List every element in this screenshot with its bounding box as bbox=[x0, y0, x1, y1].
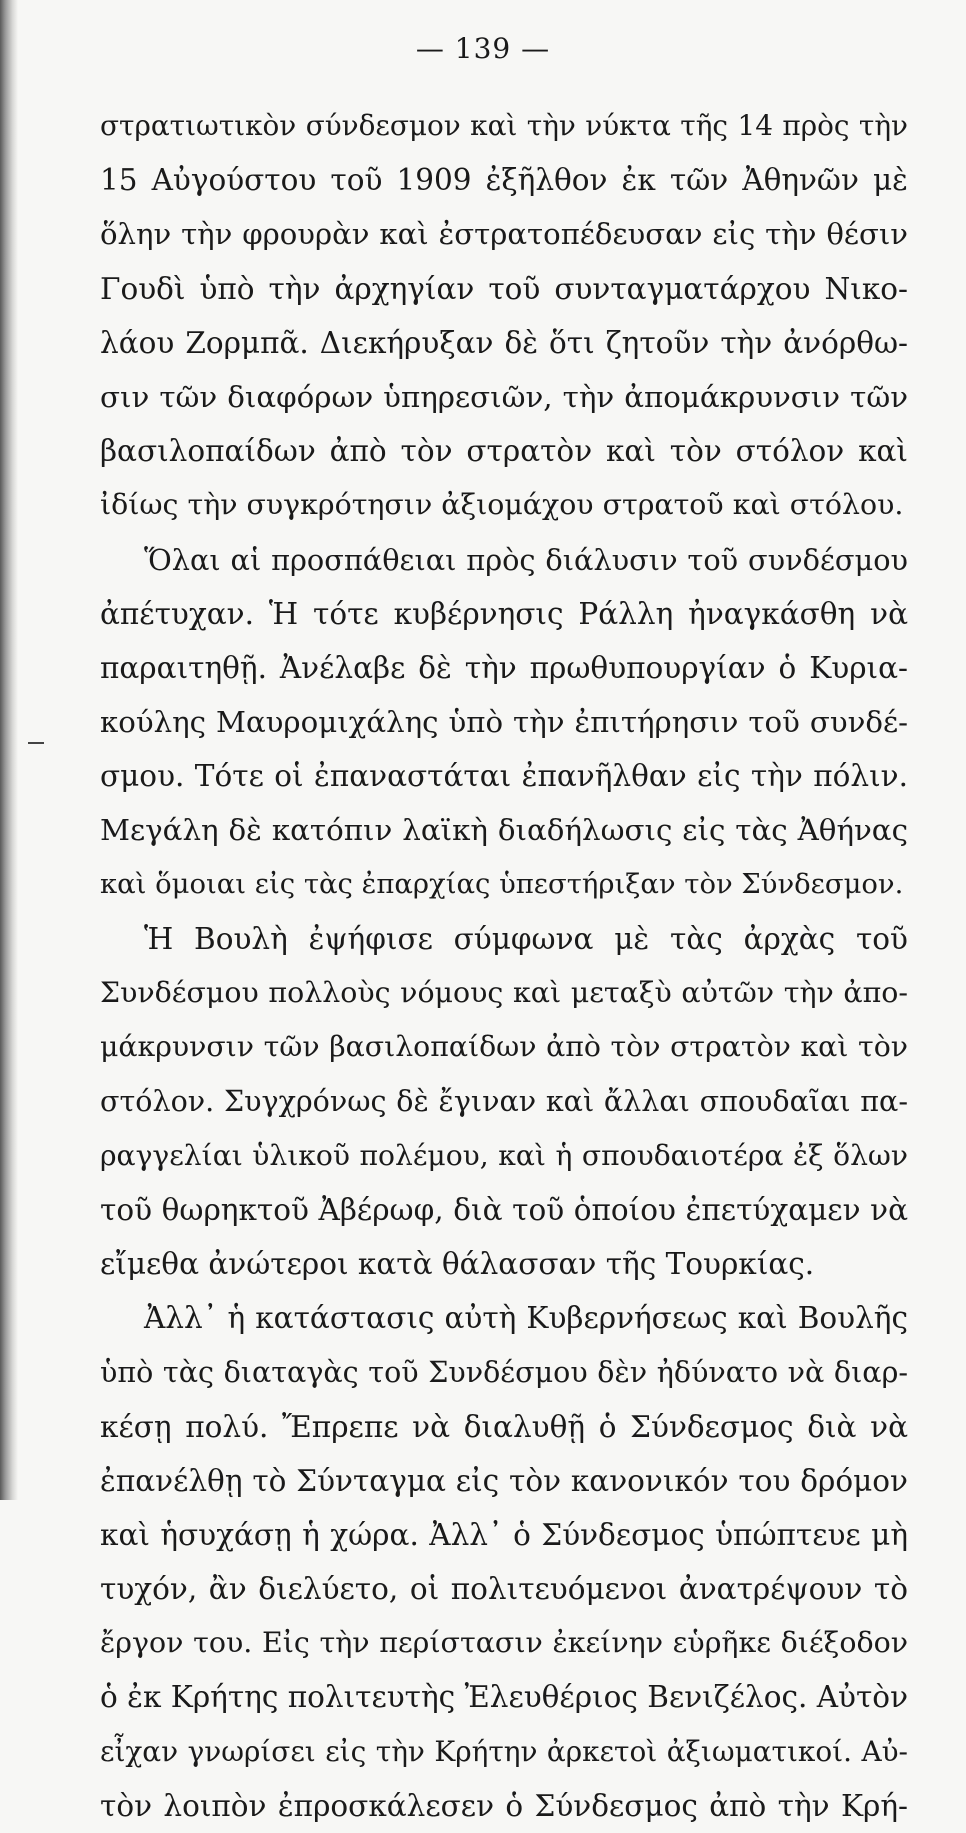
text-line: καὶ ἡσυχάσῃ ἡ χώρα. Ἀλλ᾽ ὁ Σύνδεσμος ὑπώπτευε μὴ bbox=[100, 1517, 908, 1552]
text-line: εἶχαν γνωρίσει εἰς τὴν Κρήτην ἀρκετοὶ ἀξιωματικοί. Αὐ- bbox=[100, 1734, 908, 1768]
text-line: κούλης Μαυρομιχάλης ὑπὸ τὴν ἐπιτήρησιν τοῦ συνδέ- bbox=[100, 705, 908, 740]
page-number: — 139 — bbox=[415, 32, 551, 65]
text-line: εἴμεθα ἀνώτεροι κατὰ θάλασσαν τῆς Τουρκίας. bbox=[100, 1246, 815, 1281]
text-line: στόλον. Συγχρόνως δὲ ἔγιναν καὶ ἄλλαι σπουδαῖαι πα- bbox=[100, 1084, 908, 1119]
paragraph-start-line: Ἀλλ᾽ ἡ κατάστασις αὐτὴ Κυβερνήσεως καὶ Βουλῆς bbox=[144, 1301, 908, 1336]
text-line: ὅλην τὴν φρουρὰν καὶ ἐστρατοπέδευσαν εἰς τὴν θέσιν bbox=[100, 217, 908, 252]
text-line: ραγγελίαι ὑλικοῦ πολέμου, καὶ ἡ σπουδαιοτέρα ἐξ ὅλων bbox=[100, 1138, 908, 1172]
text-line: τυχόν, ἂν διελύετο, οἱ πολιτευόμενοι ἀνατρέψουν τὸ bbox=[100, 1572, 908, 1607]
page-body-text bbox=[100, 99, 908, 1833]
paragraph-start-line: Ἡ Βουλὴ ἐψήφισε σύμφωνα μὲ τὰς ἀρχὰς τοῦ bbox=[144, 921, 908, 956]
margin-mark bbox=[28, 742, 44, 744]
text-line: ἔργον του. Εἰς τὴν περίστασιν ἐκείνην εὑρῆκε διέξοδον bbox=[100, 1626, 908, 1660]
text-line: στρατιωτικὸν σύνδεσμον καὶ τὴν νύκτα τῆς 14 πρὸς τὴν bbox=[100, 109, 908, 142]
text-line: Γουδὶ ὑπὸ τὴν ἀρχηγίαν τοῦ συνταγματάρχου Νικο- bbox=[100, 271, 908, 306]
text-line: λάου Ζορμπᾶ. Διεκήρυξαν δὲ ὅτι ζητοῦν τὴν ἀνόρθω- bbox=[100, 325, 908, 360]
text-line: σιν τῶν διαφόρων ὑπηρεσιῶν, τὴν ἀπομάκρυνσιν τῶν bbox=[100, 379, 908, 414]
text-line: ἐπανέλθῃ τὸ Σύνταγμα εἰς τὸν κανονικόν του δρόμον bbox=[100, 1463, 908, 1498]
page-binding-shadow bbox=[0, 0, 18, 1500]
text-line: ἀπέτυχαν. Ἡ τότε κυβέρνησις Ράλλη ἠναγκάσθη νὰ bbox=[100, 596, 908, 631]
text-line: κέσῃ πολύ. Ἔπρεπε νὰ διαλυθῇ ὁ Σύνδεσμος διὰ νὰ bbox=[100, 1409, 908, 1444]
text-line: καὶ ὅμοιαι εἰς τὰς ἐπαρχίας ὑπεστήριξαν τὸν Σύνδεσμον. bbox=[100, 868, 904, 900]
text-line: τὸν λοιπὸν ἐπροσκάλεσεν ὁ Σύνδεσμος ἀπὸ τὴν Κρή- bbox=[100, 1788, 908, 1823]
text-line: ὑπὸ τὰς διαταγὰς τοῦ Συνδέσμου δὲν ἠδύνατο νὰ διαρ- bbox=[100, 1355, 908, 1390]
text-line: τοῦ θωρηκτοῦ Ἀβέρωφ, διὰ τοῦ ὁποίου ἐπετύχαμεν νὰ bbox=[100, 1192, 908, 1227]
paragraph-start-line: Ὅλαι αἱ προσπάθειαι πρὸς διάλυσιν τοῦ συνδέσμου bbox=[144, 542, 908, 577]
text-line: 15 Αὐγούστου τοῦ 1909 ἐξῆλθον ἐκ τῶν Ἀθηνῶν μὲ bbox=[100, 163, 908, 198]
text-line: ἰδίως τὴν συγκρότησιν ἀξιομάχου στρατοῦ καὶ στόλου. bbox=[100, 488, 904, 522]
text-line: ὁ ἐκ Κρήτης πολιτευτὴς Ἐλευθέριος Βενιζέλος. Αὐτὸν bbox=[100, 1680, 908, 1715]
text-line: σμου. Τότε οἱ ἐπαναστάται ἐπανῆλθαν εἰς τὴν πόλιν. bbox=[100, 759, 908, 794]
text-line: Συνδέσμου πολλοὺς νόμους καὶ μεταξὺ αὐτῶν τὴν ἀπο- bbox=[100, 976, 908, 1009]
text-line: βασιλοπαίδων ἀπὸ τὸν στρατὸν καὶ τὸν στόλον καὶ bbox=[100, 434, 908, 469]
text-line: Μεγάλη δὲ κατόπιν λαϊκὴ διαδήλωσις εἰς τὰς Ἀθήνας bbox=[100, 813, 908, 848]
text-line: μάκρυνσιν τῶν βασιλοπαίδων ἀπὸ τὸν στρατὸν καὶ τὸν bbox=[100, 1030, 908, 1064]
text-line: παραιτηθῇ. Ἀνέλαβε δὲ τὴν πρωθυπουργίαν ὁ Κυρια- bbox=[100, 650, 908, 685]
